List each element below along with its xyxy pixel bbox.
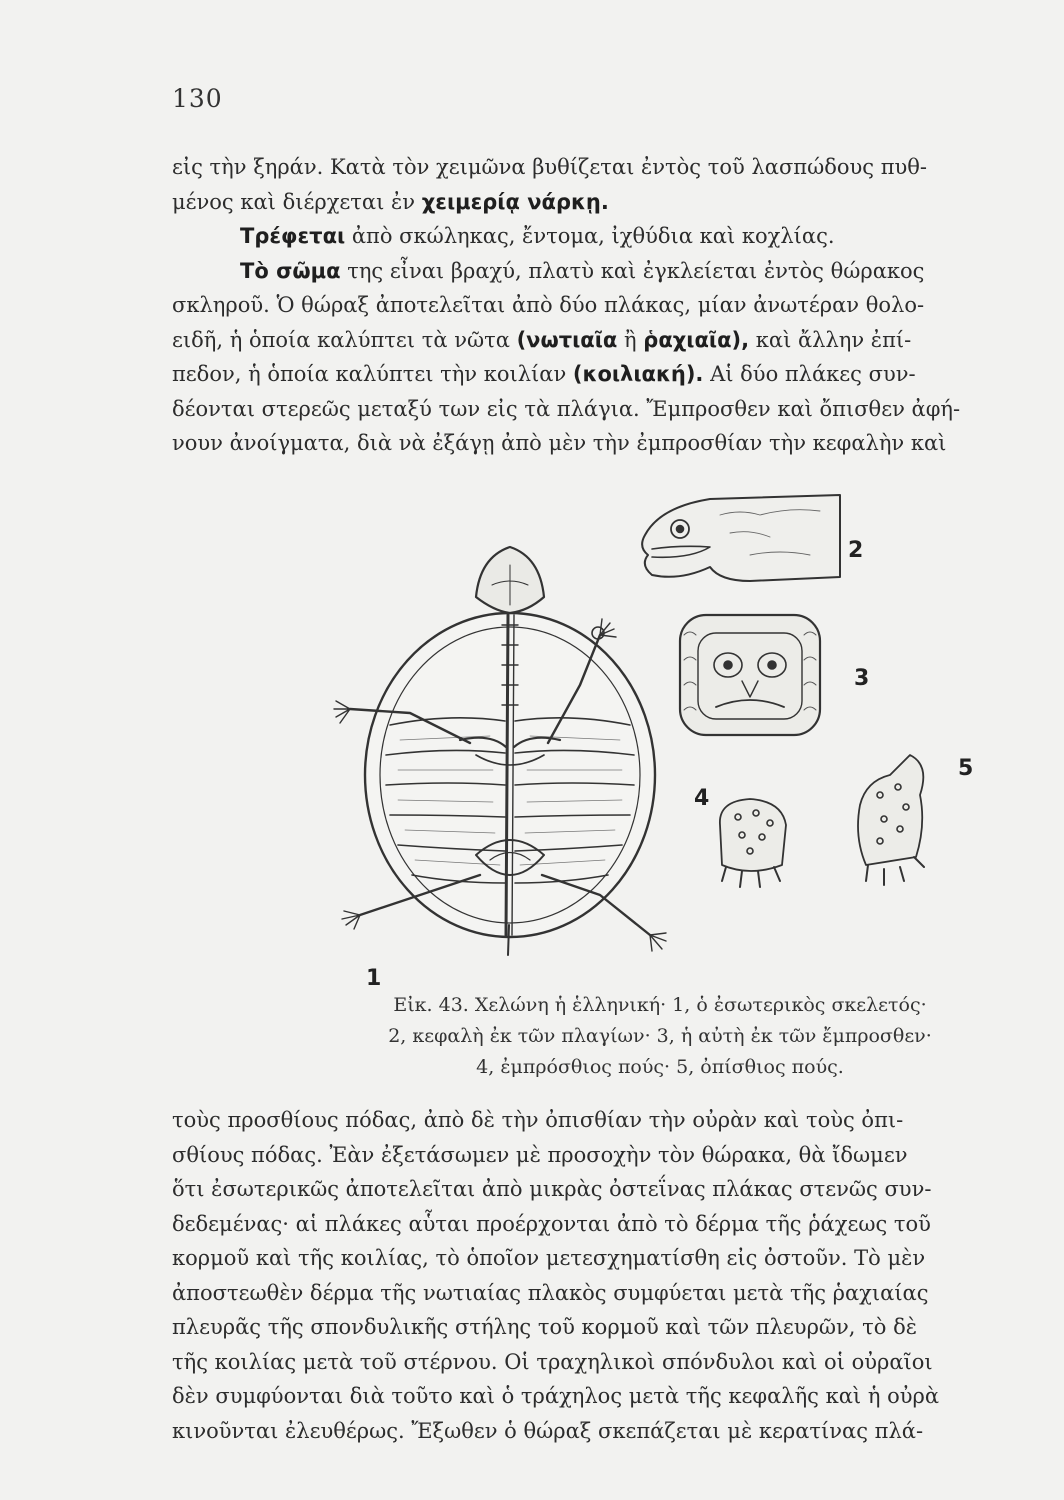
caption-line: Εἰκ. 43. Χελώνη ἡ ἑλληνική· 1, ὁ ἐσωτερικὸς σκελετός· [393,994,927,1016]
label-hind-foot: 5 [958,756,974,781]
text-line [172,185,1046,220]
text-line: ὅτι ἐσωτερικῶς ἀποτελεῖται ἀπὸ μικρὰς ὀστεΐνας πλάκας στενῶς συν- [172,1177,932,1201]
head-front-drawing [680,615,820,735]
text-run: της εἶναι βραχύ, πλατὺ καὶ ἐγκλείεται ἐντὸς θώρακος [340,258,925,283]
text-run: δέονται στερεῶς μεταξύ των εἰς τὰ πλάγια. Ἔμπροσθεν καὶ ὄπισθεν ἀφή- [172,396,961,421]
text-run: ειδῆ, ἡ ὁποία καλύπτει τὰ νῶτα [172,327,517,352]
text-line [172,357,1046,392]
bold-term: Τρέφεται [240,224,346,248]
label-front-foot: 4 [694,786,710,811]
text-line [172,392,1046,427]
label-skeleton: 1 [366,966,382,990]
text-run: Αἱ δύο πλάκες συν- [703,362,916,386]
text-line [172,254,1046,289]
bold-term: χειμερίᾳ νάρκῃ. [421,189,609,214]
top-paragraph [172,150,1046,461]
text-run: καὶ ἄλλην ἐπί- [749,327,912,352]
bold-term: (κοιλιακή). [572,362,704,386]
front-foot-drawing [720,799,786,887]
text-line: σθίους πόδας. Ἐὰν ἐξετάσωμεν μὲ προσοχὴν τὸν θώρακα, θὰ ἴδωμεν [172,1142,908,1167]
figure-illustration [280,485,1040,990]
text-line [172,426,1046,461]
bold-term: ῥαχιαῖα), [643,327,750,352]
text-run: νουν ἀνοίγματα, διὰ νὰ ἐξάγῃ ἀπὸ μὲν τὴν ἐμπροσθίαν τὴν κεφαλὴν καὶ [172,431,947,455]
label-head-front: 3 [854,666,870,691]
text-line [172,219,1046,254]
text-run: εἰς τὴν ξηράν. Κατὰ τὸν χειμῶνα βυθίζεται ἐντὸς τοῦ λασπώδους πυθ- [172,155,927,179]
text-run: πεδον, ἡ ὁποία καλύπτει τὴν κοιλίαν [172,362,573,386]
text-line: δὲν συμφύονται διὰ τοῦτο καὶ ὁ τράχηλος μετὰ τῆς κεφαλῆς καὶ ἡ οὐρὰ [172,1384,940,1408]
bold-term: Τὸ σῶμα [240,258,341,283]
text-line [172,323,1046,358]
text-line: κορμοῦ καὶ τῆς κοιλίας, τὸ ὁποῖον μετεσχηματίσθη εἰς ὀστοῦν. Τὸ μὲν [172,1246,926,1270]
hind-foot-drawing [858,755,924,885]
text-line: τῆς κοιλίας μετὰ τοῦ στέρνου. Οἱ τραχηλικοὶ σπόνδυλοι καὶ οἱ οὐραῖοι [172,1349,933,1374]
text-line [172,150,1046,185]
skeleton-drawing [334,547,666,955]
bold-term: (νωτιαῖα [516,327,618,352]
text-line: πλευρᾶς τῆς σπονδυλικῆς στήλης τοῦ κορμοῦ καὶ τῶν πλευρῶν, τὸ δὲ [172,1315,917,1339]
caption-line: 2, κεφαλὴ ἐκ τῶν πλαγίων· 3, ἡ αὐτὴ ἐκ τῶν ἔμπροσθεν· [388,1025,932,1047]
text-line: ἀποστεωθὲν δέρμα τῆς νωτιαίας πλακὸς συμφύεται μετὰ τῆς ῥαχιαίας [172,1280,929,1305]
figure-tortoise [280,485,1040,990]
figure-caption [270,990,1050,1083]
page-number: 130 [172,84,223,113]
text-line: τοὺς προσθίους πόδας, ἀπὸ δὲ τὴν ὀπισθίαν τὴν οὐρὰν καὶ τοὺς ὀπι- [172,1108,904,1132]
text-line: κινοῦνται ἐλευθέρως. Ἔξωθεν ὁ θώραξ σκεπάζεται μὲ κερατίνας πλά- [172,1418,924,1443]
label-head-side: 2 [848,538,864,563]
caption-line: 4, ἐμπρόσθιος πούς· 5, ὀπίσθιος πούς. [476,1056,844,1078]
text-run: ἢ [617,327,644,352]
text-run: ἀπὸ σκώληκας, ἔντομα, ἰχθύδια καὶ κοχλίας. [345,224,835,248]
text-line: δεδεμένας· αἱ πλάκες αὗται προέρχονται ἀπὸ τὸ δέρμα τῆς ῥάχεως τοῦ [172,1211,931,1236]
text-run: σκληροῦ. Ὁ θώραξ ἀποτελεῖται ἀπὸ δύο πλάκας, μίαν ἀνωτέραν θολο- [172,293,925,317]
text-run: μένος καὶ διέρχεται ἐν [172,189,422,214]
head-side-drawing [642,495,840,581]
text-line [172,288,1046,323]
bottom-paragraph [172,1103,1046,1448]
